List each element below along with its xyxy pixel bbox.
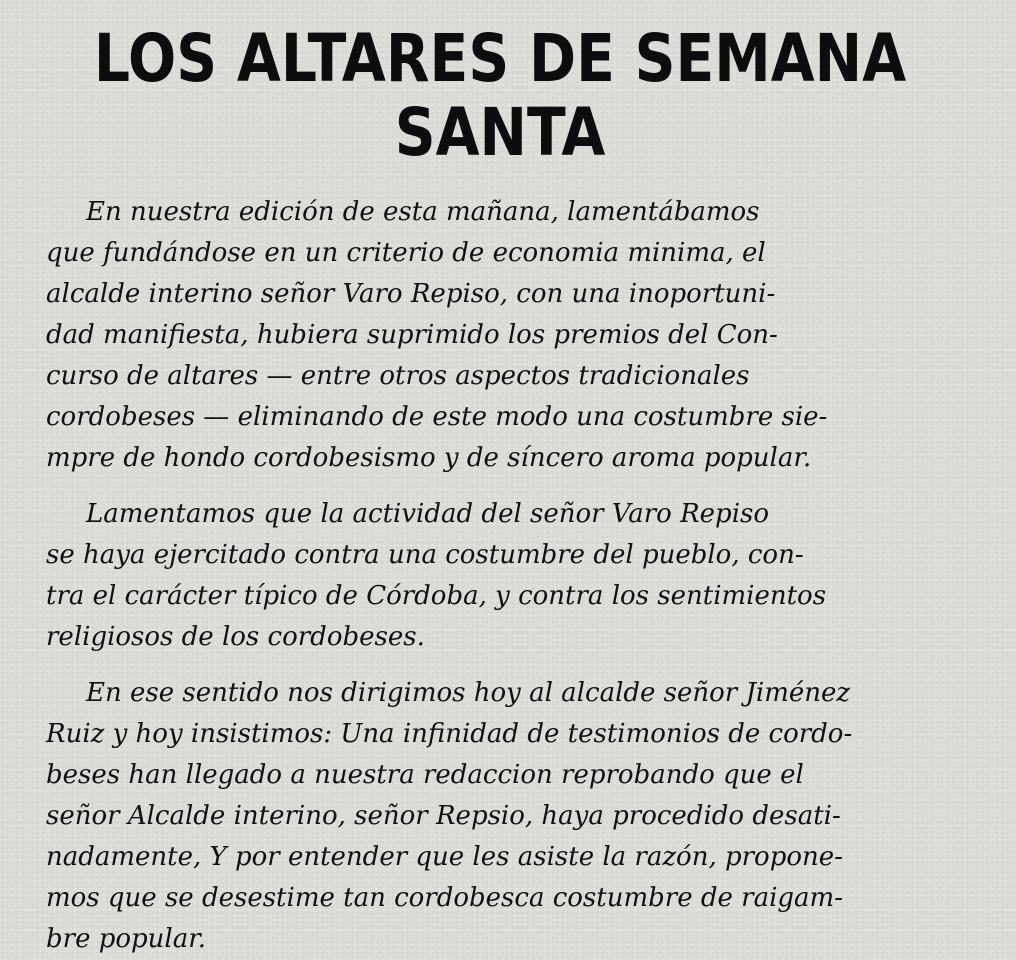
text-line: bre popular. bbox=[46, 924, 207, 954]
article-body bbox=[46, 192, 996, 960]
headline-line-2: SANTA bbox=[394, 94, 606, 171]
text-line: En nuestra edición de esta mañana, lamentábamos bbox=[86, 197, 760, 227]
text-line: religiosos de los cordobeses. bbox=[46, 622, 425, 652]
text-line: que fundándose en un criterio de economia minima, el bbox=[46, 238, 766, 268]
text-line: mos que se desestime tan cordobesca costumbre de raigam- bbox=[46, 883, 843, 913]
headline-line-1: LOS ALTARES DE SEMANA bbox=[93, 20, 907, 97]
text-line: alcalde interino señor Varo Repiso, con una inoportuni- bbox=[46, 279, 776, 309]
paragraph-1 bbox=[46, 192, 996, 479]
headline bbox=[70, 22, 930, 170]
text-line: En ese sentido nos dirigimos hoy al alcalde señor Jiménez bbox=[86, 678, 851, 708]
text-line: señor Alcalde interino, señor Repsio, haya procedido desati- bbox=[46, 801, 841, 831]
text-line: dad manifiesta, hubiera suprimido los premios del Con- bbox=[46, 320, 778, 350]
text-line: mpre de hondo cordobesismo y de síncero aroma popular. bbox=[46, 443, 812, 473]
paragraph-3 bbox=[46, 673, 996, 960]
text-line: beses han llegado a nuestra redaccion reprobando que el bbox=[46, 760, 804, 790]
text-line: curso de altares — entre otros aspectos tradicionales bbox=[46, 361, 750, 391]
text-line: Lamentamos que la actividad del señor Varo Repiso bbox=[86, 499, 770, 529]
text-line: se haya ejercitado contra una costumbre del pueblo, con- bbox=[46, 540, 804, 570]
text-line: cordobeses — eliminando de este modo una costumbre sie- bbox=[46, 402, 828, 432]
text-line: nadamente, Y por entender que les asiste la razón, propone- bbox=[46, 842, 843, 872]
text-line: Ruiz y hoy insistimos: Una infinidad de testimonios de cordo- bbox=[46, 719, 853, 749]
paragraph-2 bbox=[46, 494, 996, 658]
text-line: tra el carácter típico de Córdoba, y contra los sentimientos bbox=[46, 581, 827, 611]
